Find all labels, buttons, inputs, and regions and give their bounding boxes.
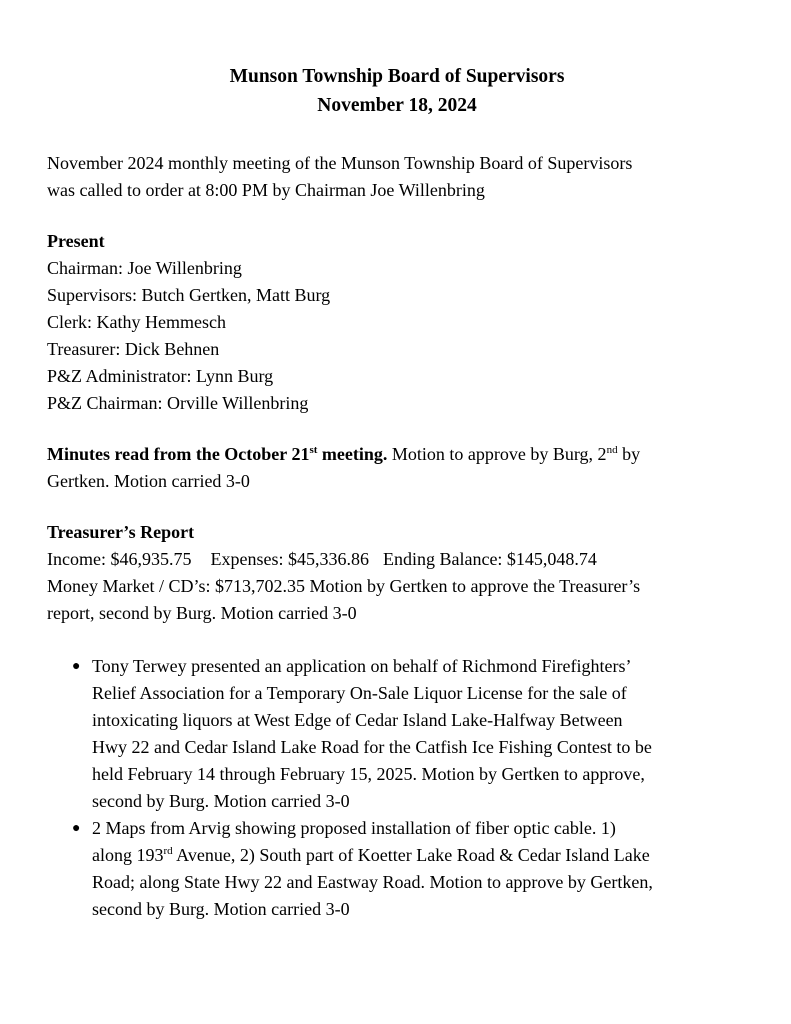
minutes-heading-text: Minutes read from the October 21 [47, 444, 310, 464]
list-item-text: Avenue, 2) South part of Koetter Lake Road & Cedar Island Lake [172, 845, 650, 865]
treasurer-heading: Treasurer’s Report [47, 522, 195, 542]
intro-line: November 2024 monthly meeting of the Munson Township Board of Supervisors [47, 153, 633, 173]
present-item: P&Z Chairman: Orville Willenbring [47, 393, 309, 413]
page-title: Munson Township Board of Supervisors [229, 66, 565, 87]
treasurer-figures [47, 546, 747, 573]
treasurer-line: Money Market / CD’s: $713,702.35 Motion by Gertken to approve the Treasurer’s [47, 576, 641, 596]
meeting-date: November 18, 2024 [317, 95, 477, 116]
list-item-line: intoxicating liquors at West Edge of Cedar Island Lake-Halfway Between [92, 710, 623, 730]
list-item-line: Hwy 22 and Cedar Island Lake Road for the Catfish Ice Fishing Contest to be [92, 737, 652, 757]
list-item [47, 815, 747, 923]
list-item-line: Road; along State Hwy 22 and Eastway Road. Motion to approve by Gertken, [92, 872, 653, 892]
intro-paragraph [47, 150, 747, 204]
minutes-line [47, 441, 747, 468]
intro-line: was called to order at 8:00 PM by Chairman Joe Willenbring [47, 180, 485, 200]
treasurer-section [47, 519, 747, 627]
ending-balance-value: Ending Balance: $145,048.74 [382, 549, 597, 569]
present-item: Clerk: Kathy Hemmesch [47, 312, 226, 332]
list-item-line: 2 Maps from Arvig showing proposed installation of fiber optic cable. 1) [92, 818, 616, 838]
present-item: Supervisors: Butch Gertken, Matt Burg [47, 285, 331, 305]
bullet-icon: ● [72, 821, 81, 836]
list-item-line: Tony Terwey presented an application on behalf of Richmond Firefighters’ [92, 656, 632, 676]
treasurer-line: report, second by Burg. Motion carried 3-0 [47, 603, 357, 623]
present-item: Treasurer: Dick Behnen [47, 339, 220, 359]
list-item-line [92, 842, 747, 869]
present-item: P&Z Administrator: Lynn Burg [47, 366, 274, 386]
minutes-motion-text: Motion to approve by Burg, 2 [387, 444, 607, 464]
ordinal-suffix: rd [163, 845, 173, 857]
document-page [47, 62, 747, 941]
ordinal-suffix: nd [606, 444, 618, 456]
list-item-line: second by Burg. Motion carried 3-0 [92, 791, 350, 811]
expenses-value: Expenses: $45,336.86 [210, 549, 369, 569]
present-heading: Present [47, 231, 105, 251]
income-value: Income: $46,935.75 [47, 549, 192, 569]
present-item: Chairman: Joe Willenbring [47, 258, 242, 278]
minutes-section [47, 441, 747, 495]
agenda-bullet-list [47, 653, 747, 923]
minutes-heading [47, 444, 387, 464]
list-item [47, 653, 747, 815]
present-section [47, 228, 747, 417]
list-item-text: along 193 [92, 845, 164, 865]
bullet-icon: ● [72, 659, 81, 674]
minutes-heading-tail: meeting. [317, 444, 388, 464]
list-item-line: second by Burg. Motion carried 3-0 [92, 899, 350, 919]
minutes-line: Gertken. Motion carried 3-0 [47, 471, 250, 491]
ordinal-suffix: st [309, 444, 318, 456]
minutes-motion-text: by [617, 444, 641, 464]
list-item-line: held February 14 through February 15, 2025. Motion by Gertken to approve, [92, 764, 645, 784]
list-item-line: Relief Association for a Temporary On-Sale Liquor License for the sale of [92, 683, 627, 703]
